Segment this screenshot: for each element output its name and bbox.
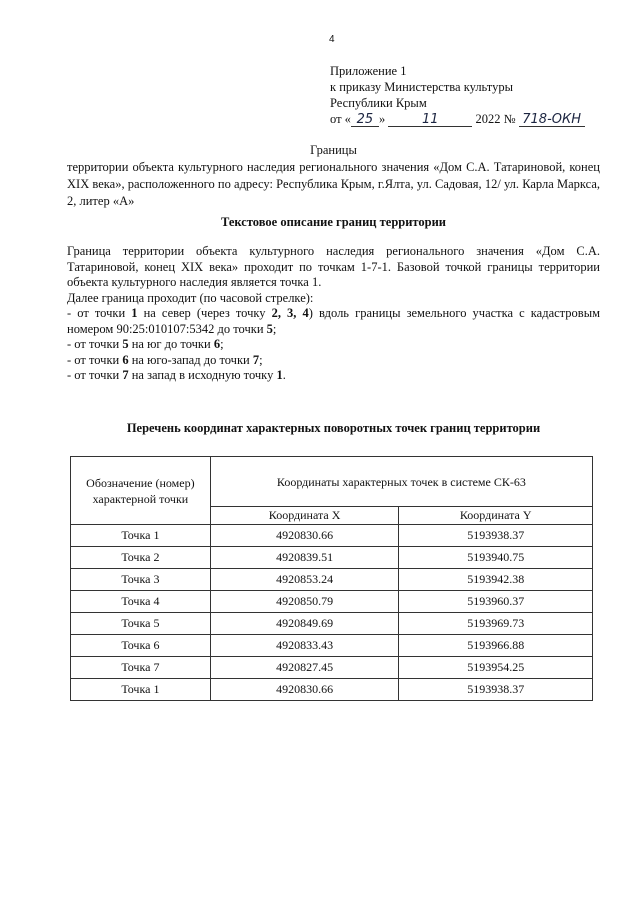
item1-text-c: на север (через точку xyxy=(137,306,272,320)
order-number: 718-ОКН xyxy=(519,113,585,127)
date-prefix: от « xyxy=(330,112,351,126)
x-cell: 4920830.66 xyxy=(210,525,399,547)
header-x: Координата X xyxy=(210,507,399,525)
point-cell: Точка 6 xyxy=(71,635,211,657)
boundary-description xyxy=(67,244,600,384)
y-cell: 5193938.37 xyxy=(399,525,593,547)
appendix-line-3: Республики Крым xyxy=(330,96,427,110)
appendix-line-1: Приложение 1 xyxy=(330,64,407,78)
item2-text-c: на юг до точки xyxy=(128,337,214,351)
x-cell: 4920827.45 xyxy=(210,657,399,679)
y-cell: 5193940.75 xyxy=(399,547,593,569)
title-block xyxy=(67,142,600,210)
point-cell: Точка 1 xyxy=(71,679,211,701)
description-paragraph-1: Граница территории объекта культурного наследия регионального значения «Дом С.А. Татариновой, конец XIX века» проходит по точкам 1-7-1. Базовой точкой границы территории объекта культурного наследия является точка 1. xyxy=(67,244,600,289)
item1-text-a: - от точки xyxy=(67,306,132,320)
header-coordinate-system: Координаты характерных точек в системе СК-63 xyxy=(210,457,592,507)
point-cell: Точка 2 xyxy=(71,547,211,569)
x-cell: 4920833.43 xyxy=(210,635,399,657)
item1-points-2-3-4: 2, 3, 4 xyxy=(271,306,309,320)
x-cell: 4920839.51 xyxy=(210,547,399,569)
table-row xyxy=(71,657,593,679)
x-cell: 4920849.69 xyxy=(210,613,399,635)
item1-text-e: ) вдоль границы земельного участка с кадастровым номером 90:25:010107:5342 до точки xyxy=(67,306,601,336)
coordinates-table xyxy=(70,456,593,701)
table-row xyxy=(71,547,593,569)
item3-text-c: на юго-запад до точки xyxy=(128,352,253,367)
item1-text-g: ; xyxy=(272,321,277,336)
y-cell: 5193960.37 xyxy=(399,591,593,613)
table-row xyxy=(71,569,593,591)
y-cell: 5193966.88 xyxy=(399,635,593,657)
point-cell: Точка 7 xyxy=(71,657,211,679)
number-prefix: № xyxy=(503,112,516,126)
title-heading: Границы xyxy=(310,143,357,157)
item2-text-a: - от точки xyxy=(67,337,123,351)
title-text: территории объекта культурного наследия регионального значения «Дом С.А. Татариновой, конец XIX века», расположенного по адресу: Республика Крым, г.Ялта, ул. Садовая, 12/ ул. Карла Маркса, 2, литер «А» xyxy=(67,160,600,208)
point-cell: Точка 3 xyxy=(71,569,211,591)
description-item-2 xyxy=(67,337,600,353)
section-heading-description: Текстовое описание границ территории xyxy=(220,215,447,229)
item2-point-from: 5 xyxy=(122,337,129,351)
date-day-suffix: » xyxy=(378,112,386,126)
y-cell: 5193942.38 xyxy=(399,569,593,591)
item2-text-e: ; xyxy=(220,337,224,351)
table-row xyxy=(71,635,593,657)
item4-text-c: на запад в исходную точку xyxy=(128,368,277,382)
item4-point-from: 7 xyxy=(122,368,129,382)
point-cell: Точка 5 xyxy=(71,613,211,635)
appendix-header xyxy=(330,63,585,127)
item3-point-to: 7 xyxy=(252,352,260,367)
item4-point-to: 1 xyxy=(276,368,283,382)
table-row xyxy=(71,525,593,547)
item4-text-a: - от точки xyxy=(67,368,123,382)
item2-point-to: 6 xyxy=(213,337,221,351)
table-row xyxy=(71,679,593,701)
x-cell: 4920853.24 xyxy=(210,569,399,591)
date-day: 25 xyxy=(351,113,379,127)
item1-point-1: 1 xyxy=(131,306,138,320)
description-item-4 xyxy=(67,368,600,384)
table-header-row xyxy=(71,457,593,507)
appendix-line-2: к приказу Министерства культуры xyxy=(330,80,513,94)
section-heading-coordinates: Перечень координат характерных поворотных точек границ территории xyxy=(126,421,541,435)
date-month: 11 xyxy=(388,113,472,127)
description-item-1 xyxy=(67,306,600,337)
item3-text-a: - от точки xyxy=(67,352,123,367)
point-cell: Точка 4 xyxy=(71,591,211,613)
header-y: Координата Y xyxy=(399,507,593,525)
item3-point-from: 6 xyxy=(122,352,129,367)
item3-text-e: ; xyxy=(259,352,263,367)
x-cell: 4920830.66 xyxy=(210,679,399,701)
appendix-date-line xyxy=(330,111,585,127)
y-cell: 5193938.37 xyxy=(399,679,593,701)
x-cell: 4920850.79 xyxy=(210,591,399,613)
page-number: 4 xyxy=(329,34,335,45)
point-cell: Точка 1 xyxy=(71,525,211,547)
table-row xyxy=(71,613,593,635)
y-cell: 5193954.25 xyxy=(399,657,593,679)
table-row xyxy=(71,591,593,613)
date-year: 2022 xyxy=(475,112,501,126)
y-cell: 5193969.73 xyxy=(399,613,593,635)
item1-point-5: 5 xyxy=(266,321,273,336)
description-paragraph-2: Далее граница проходит (по часовой стрелке): xyxy=(67,290,314,305)
header-point: Обозначение (номер) характерной точки xyxy=(71,457,211,525)
description-item-3 xyxy=(67,353,600,369)
item4-text-e: . xyxy=(282,368,286,382)
